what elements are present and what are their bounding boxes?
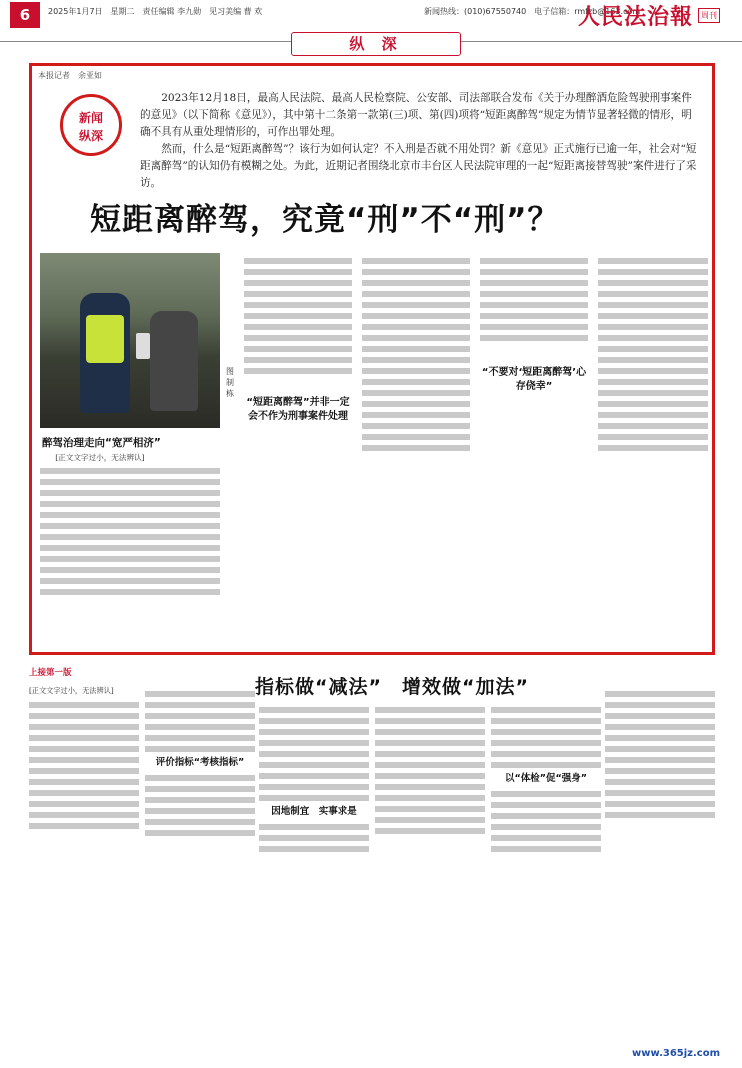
bottom-body-placeholder: [正文文字过小，无法辨认] [29, 686, 114, 695]
feature-article [29, 63, 715, 655]
lead-p1: 2023年12月18日，最高人民法院、最高人民检察院、公安部、司法部联合发布《关于办理醉酒危险驾驶刑事案件的意见》（以下简称《意见》），其中第十二条第一款第(三)项、第(四)项将“短距离醉驾”规定为情节显著轻微的情形，明确不具有从重处理情形的，可作出罪处理。 [140, 92, 692, 138]
edition-meta: 2025年1月7日 星期二 责任编辑 李九勋 见习美编 曹 欢 [48, 7, 263, 16]
badge-line2: 纵深 [78, 129, 103, 143]
page-number: 6 [10, 2, 40, 28]
bottom-headline: 指标做“减法” 增效做“加法” [255, 676, 529, 698]
contact-meta: 新闻热线：(010)67550740 电子信箱：rmfzb@163.com [424, 7, 641, 16]
body-column-2 [244, 253, 352, 648]
bottom-column-6 [605, 686, 715, 1056]
photo-credit: 图 制 栋 [226, 367, 242, 398]
body-column-1 [40, 452, 220, 652]
body-column-5 [598, 253, 708, 648]
lead-paragraph [140, 90, 702, 192]
reflective-vest [86, 315, 124, 363]
column-tag: 纵 深 [291, 32, 461, 56]
bottom-column-5 [491, 702, 601, 1056]
badge-line1: 新闻 [78, 111, 103, 125]
main-headline: 短距离醉驾，究竟“刑”不“刑”？ [90, 202, 560, 238]
byline: 本报记者 余亚如 [38, 71, 102, 80]
bottom-column-3 [259, 702, 369, 1056]
body-column-3 [362, 253, 470, 648]
body-column-4 [480, 253, 588, 648]
breathalyzer-device [136, 333, 150, 359]
bottom-column-4 [375, 702, 485, 1056]
subhead-1: “短距离醉驾”并非一定会不作为刑事案件处理 [246, 397, 350, 422]
news-badge [60, 94, 122, 156]
feature-photo [40, 253, 220, 428]
bottom-kicker: 上接第一版 [29, 668, 72, 678]
bottom-article [29, 666, 715, 1058]
bottom-subhead-b: 因地制宜 实事求是 [271, 806, 357, 817]
bottom-subhead-c: 以“体检”促“强身” [505, 773, 587, 784]
bottom-subhead-a: 评价指标“考核指标” [155, 757, 245, 768]
lead-p2: 然而，什么是“短距离醉驾”？该行为如何认定？不入刑是否就不用处罚？新《意见》正式施行已逾一年，社会对“短距离醉驾”的认知仍有模糊之处。为此，近期记者围绕北京市丰台区人民法院审理的一起“短距离接替驾驶”案件进行了采访。 [140, 143, 697, 189]
masthead-sub: 周刊 [698, 8, 720, 23]
body-placeholder: [正文文字过小，无法辨认] [55, 453, 145, 462]
masthead-logo: 人民法治報 [578, 4, 694, 30]
bottom-column-2 [145, 686, 255, 1056]
photo-caption: 醉驾治理走向“宽严相济” [42, 437, 161, 449]
site-watermark: www.365jz.com [632, 1048, 721, 1059]
bottom-column-1 [29, 686, 139, 1056]
subhead-2: “不要对‘短距离醉驾’心存侥幸” [481, 367, 587, 392]
driver-figure [150, 311, 198, 411]
